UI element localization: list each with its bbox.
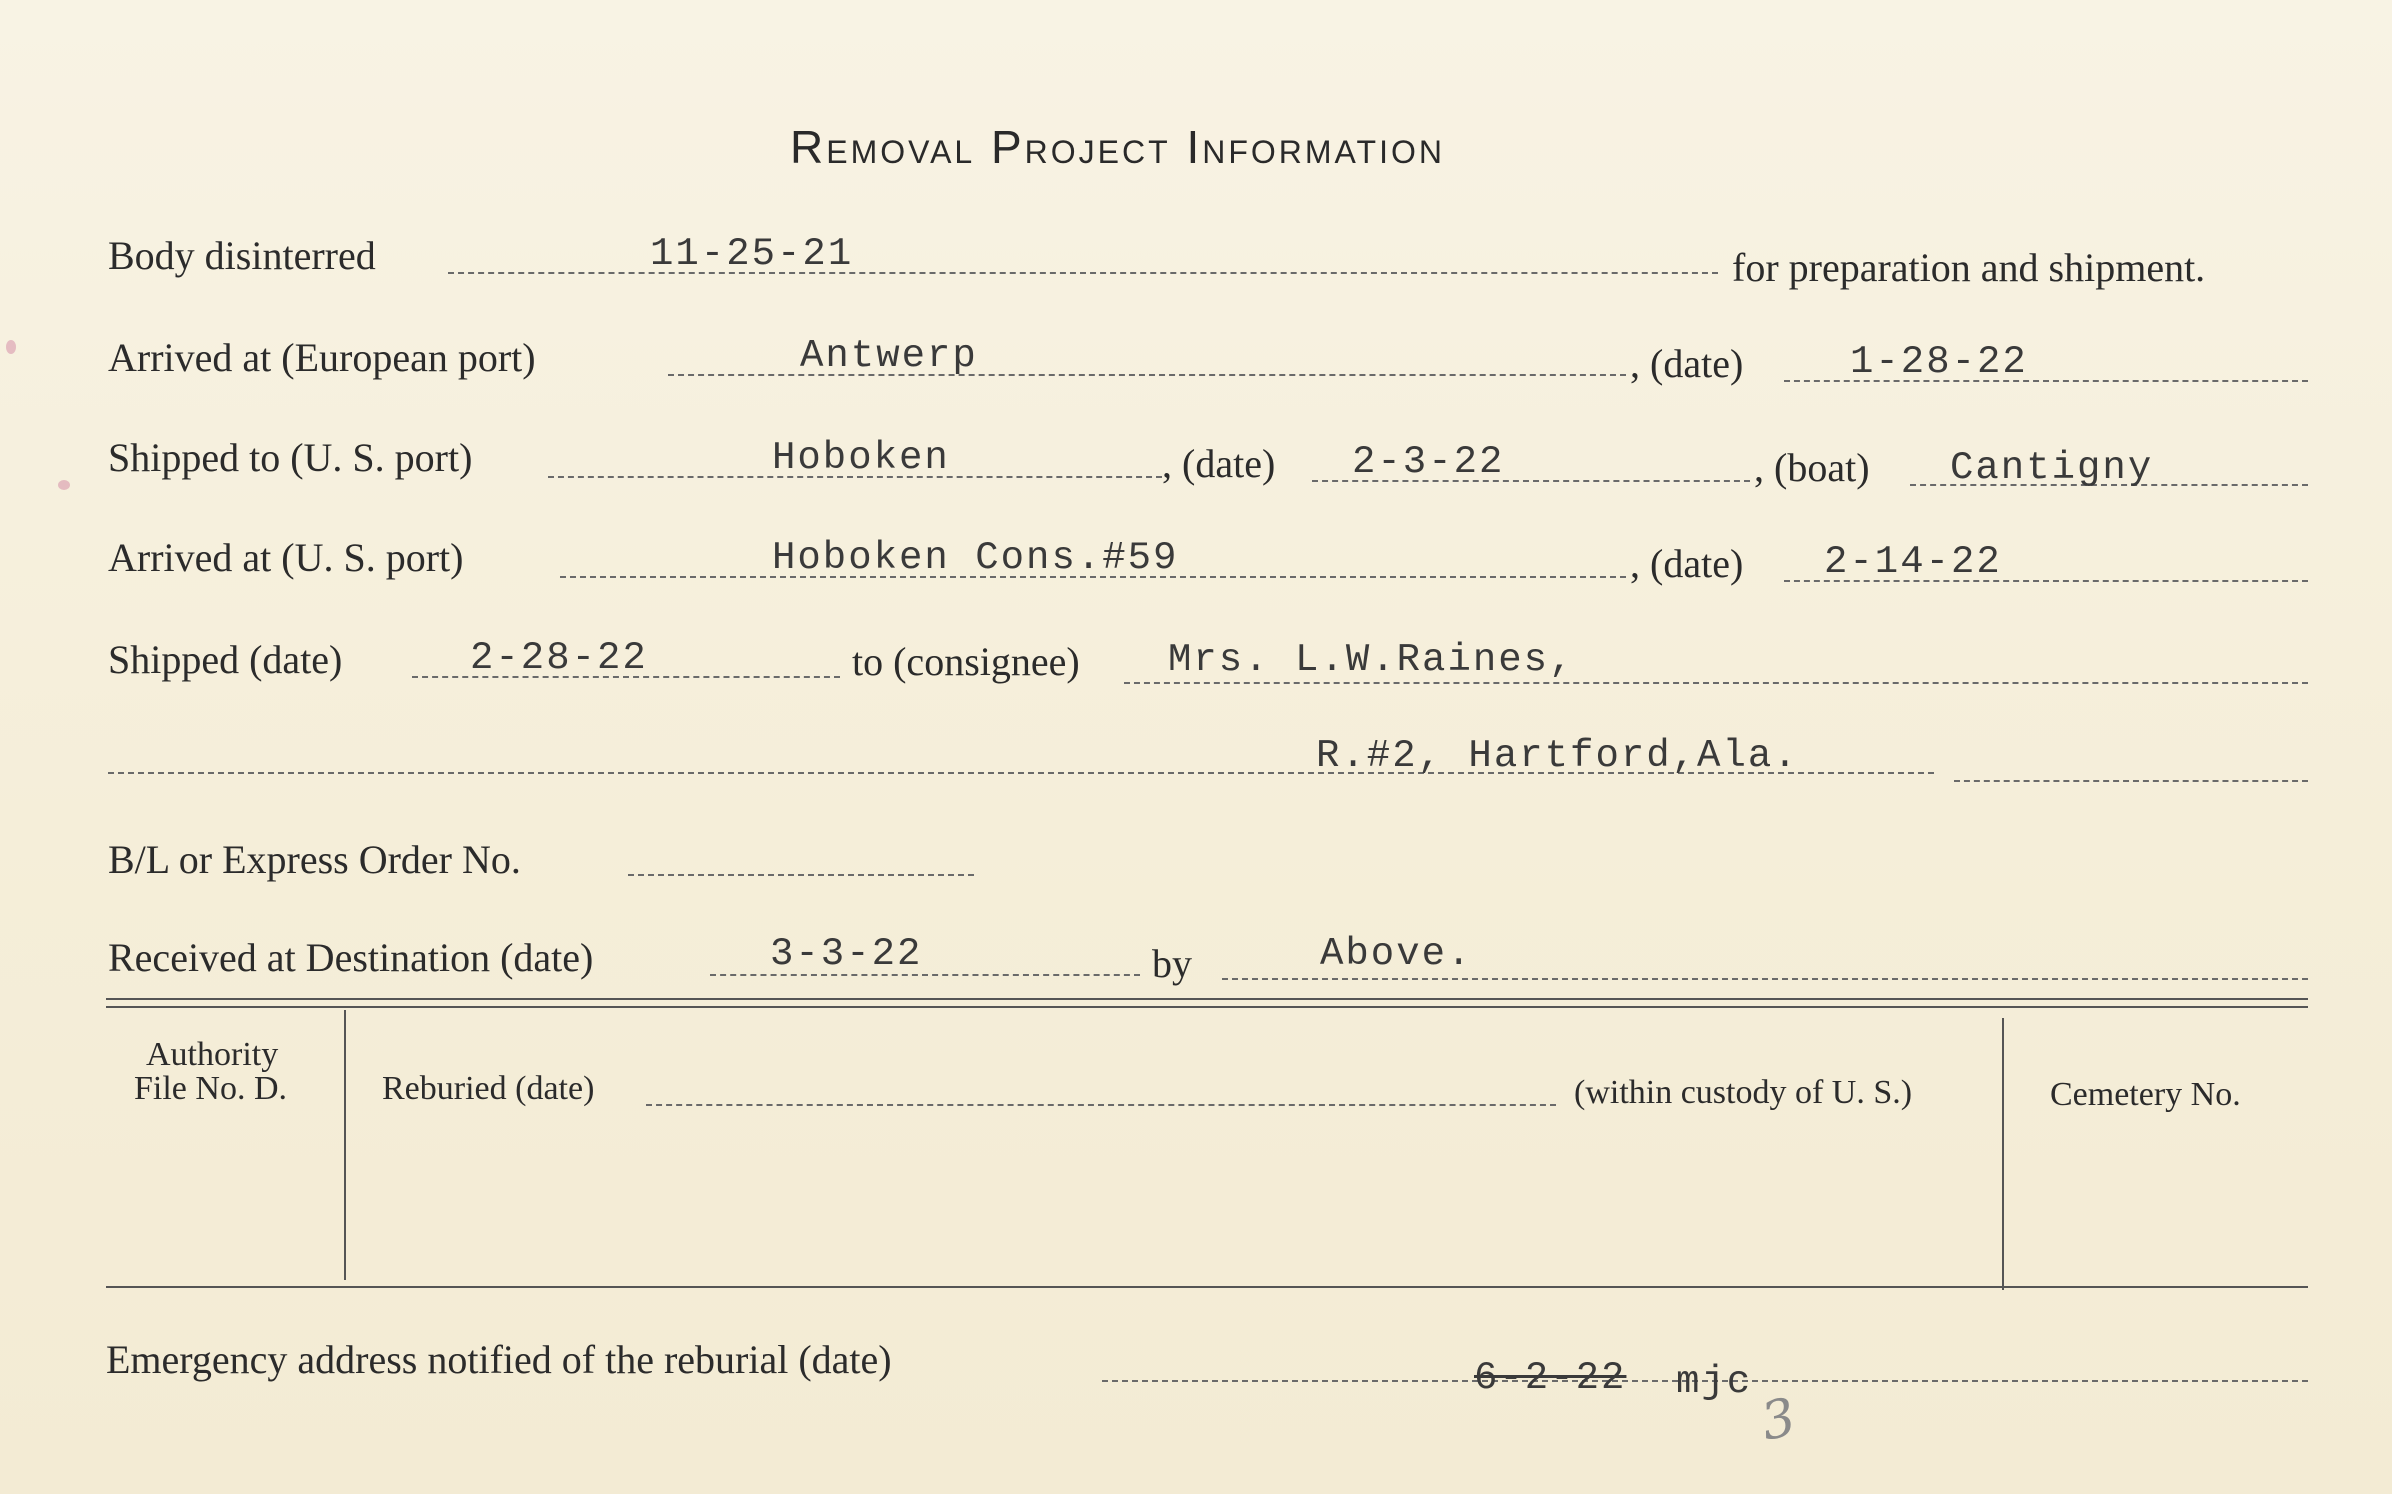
label-bl-order: B/L or Express Order No. (108, 837, 521, 882)
value-shipped-date: 2-28-22 (470, 636, 648, 680)
value-boat: Cantigny (1950, 446, 2154, 490)
label-for-prep: for preparation and shipment. (1732, 245, 2206, 290)
value-european-arrival-date: 1-28-22 (1850, 340, 2028, 384)
label-cemetery: Cemetery No. (2050, 1076, 2241, 1113)
label-boat: , (boat) (1754, 445, 1870, 490)
pencil-note: 3 (1756, 1387, 1801, 1453)
label-date-1: , (date) (1630, 341, 1744, 386)
label-shipped-to: Shipped to (U. S. port) (108, 435, 473, 480)
label-date-3: , (date) (1630, 541, 1744, 586)
table-bottom-rule (106, 1286, 2308, 1288)
label-authority: Authority (146, 1036, 279, 1073)
table-divider-right (2002, 1018, 2004, 1290)
label-to-consignee: to (consignee) (852, 639, 1080, 684)
value-consignee-address: R.#2, Hartford,Ala. (1316, 734, 1799, 778)
value-emergency-initials: mjc (1676, 1360, 1753, 1404)
value-consignee: Mrs. L.W.Raines, (1168, 638, 1575, 682)
dotted-line (1222, 978, 2308, 980)
table-top-rule-inner (106, 1006, 2308, 1008)
label-arrived-eu: Arrived at (European port) (108, 335, 536, 380)
value-us-port: Hoboken (772, 436, 950, 480)
value-us-arrival-port: Hoboken Cons.#59 (772, 536, 1179, 580)
value-emergency-date: 6-2-22 (1474, 1356, 1627, 1400)
label-reburied: Reburied (date) (382, 1070, 595, 1107)
value-received-date: 3-3-22 (770, 932, 923, 976)
label-arrived-us: Arrived at (U. S. port) (108, 535, 464, 580)
dotted-line (628, 874, 974, 876)
value-european-port: Antwerp (800, 334, 978, 378)
label-shipped-date: Shipped (date) (108, 637, 343, 682)
stain-mark (6, 340, 16, 354)
label-body-disinterred: Body disinterred (108, 233, 376, 278)
dotted-line (646, 1104, 1556, 1106)
value-received-by: Above. (1320, 932, 1473, 976)
value-disinterred-date: 11-25-21 (650, 232, 854, 276)
value-us-arrival-date: 2-14-22 (1824, 540, 2002, 584)
label-date-2: , (date) (1162, 441, 1276, 486)
stain-mark (58, 480, 70, 490)
table-top-rule (106, 998, 2308, 1000)
label-file-no: File No. D. (134, 1070, 287, 1107)
value-us-ship-date: 2-3-22 (1352, 440, 1505, 484)
table-divider-left (344, 1010, 346, 1280)
label-custody: (within custody of U. S.) (1574, 1074, 1913, 1111)
label-emergency: Emergency address notified of the reburial (date) (106, 1337, 892, 1382)
dotted-line (1124, 682, 2308, 684)
label-by: by (1152, 941, 1192, 986)
dotted-line (448, 272, 1718, 274)
dotted-line (1954, 780, 2308, 782)
form-title: Removal Project Information (790, 121, 1445, 173)
label-received: Received at Destination (date) (108, 935, 594, 980)
